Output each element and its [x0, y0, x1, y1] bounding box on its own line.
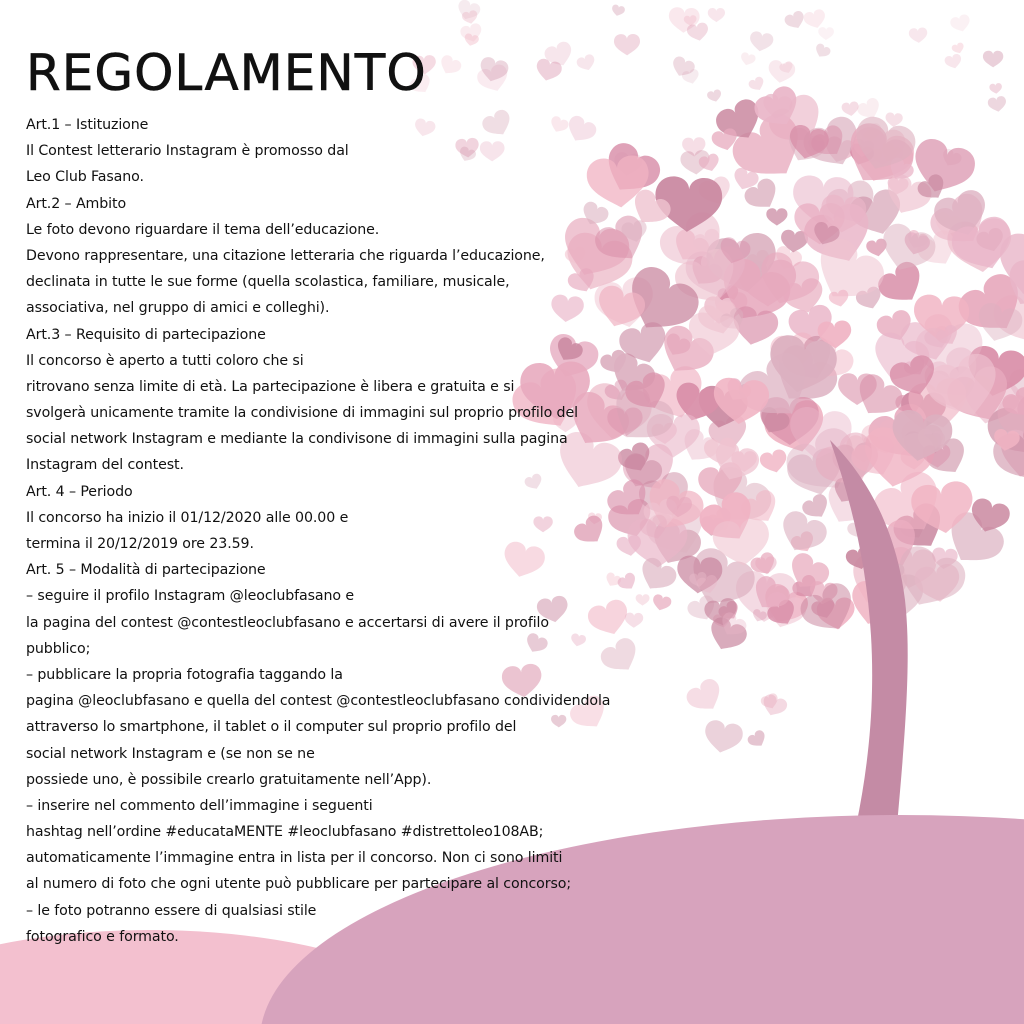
- heart-shape: [739, 51, 756, 67]
- document-line: Le foto devono riguardare il tema dell’educazione.: [26, 221, 380, 238]
- heart-shape: [748, 30, 774, 53]
- heart-shape: [989, 83, 1003, 95]
- document-line: Devono rappresentare, una citazione letteraria che riguarda l’educazione,: [26, 247, 545, 264]
- heart-shape: [758, 448, 789, 476]
- document-line: Art. 4 – Periodo: [26, 483, 133, 500]
- heart-shape: [885, 112, 903, 128]
- document-line: Il concorso ha inizio il 01/12/2020 alle 00.00 e: [26, 509, 349, 526]
- heart-shape: [818, 27, 834, 40]
- document-line: automaticamente l’immagine entra in lista per il concorso. Non ci sono limiti: [26, 850, 563, 867]
- document-line: Il concorso è aperto a tutti coloro che si: [26, 352, 304, 369]
- document-line: attraverso lo smartphone, il tablet o il computer sul proprio profilo del: [26, 719, 517, 736]
- document-line: pubblico;: [26, 640, 91, 657]
- heart-shape: [708, 8, 725, 22]
- document-line: termina il 20/12/2019 ore 23.59.: [26, 536, 254, 552]
- heart-shape: [987, 95, 1008, 113]
- heart-shape: [983, 51, 1003, 68]
- document-line: social network Instagram e mediante la condivisone di immagini sulla pagina: [26, 431, 568, 448]
- document-line: svolgerà unicamente tramite la condivisione di immagini sul proprio profilo del: [26, 405, 578, 422]
- document-line: Il Contest letterario Instagram è promosso dal: [26, 143, 349, 160]
- heart-shape: [746, 728, 769, 750]
- heart-shape: [908, 27, 928, 44]
- heart-shape: [706, 89, 723, 104]
- document-line: Art.1 – Istituzione: [26, 117, 149, 133]
- document-line: Art. 5 – Modalità di partecipazione: [26, 562, 266, 579]
- document-line: hashtag nell’ordine #educataMENTE #leoclubfasano #distrettoleo108AB;: [26, 824, 544, 841]
- heart-shape: [841, 101, 860, 117]
- document-line: Art.2 – Ambito: [26, 195, 127, 212]
- document-line: Art.3 – Requisito di partecipazione: [26, 326, 266, 343]
- document-line: social network Instagram e (se non se ne: [26, 745, 315, 762]
- document-line: associativa, nel gruppo di amici e colleghi).: [26, 300, 330, 317]
- document-line: ritrovano senza limite di età. La partecipazione è libera e gratuita e si: [26, 378, 515, 395]
- heart-shape: [783, 9, 807, 32]
- document-title: REGOLAMENTO: [26, 44, 427, 102]
- heart-shape: [610, 4, 625, 17]
- document-line: declinata in tutte le sue forme (quella scolastica, familiare, musicale,: [26, 274, 510, 291]
- document-line: – pubblicare la propria fotografia taggando la: [26, 666, 343, 683]
- document-line: – inserire nel commento dell’immagine i seguenti: [26, 797, 373, 814]
- document-line: Leo Club Fasano.: [26, 169, 144, 186]
- document-line: possiede uno, è possibile crearlo gratuitamente nell’App).: [26, 771, 432, 788]
- heart-shape: [683, 675, 728, 718]
- regolamento-document: [26, 36, 666, 950]
- document-line: – seguire il profilo Instagram @leoclubfasano e: [26, 588, 355, 605]
- heart-shape: [747, 75, 766, 93]
- heart-shape: [766, 208, 787, 225]
- document-line: al numero di foto che ogni utente può pubblicare per partecipare al concorso;: [26, 876, 572, 893]
- document-line: Instagram del contest.: [26, 457, 184, 474]
- document-line: la pagina del contest @contestleoclubfasano e accertarsi di avere il profilo: [26, 614, 549, 631]
- heart-shape: [944, 53, 964, 71]
- document-body: [26, 112, 666, 950]
- heart-shape: [701, 719, 744, 757]
- heart-shape: [759, 692, 789, 719]
- heart-shape: [949, 13, 972, 34]
- document-line: – le foto potranno essere di qualsiasi stile: [26, 902, 317, 919]
- document-line: pagina @leoclubfasano e quella del contest @contestleoclubfasano condividendola: [26, 693, 611, 710]
- document-line: fotografico e formato.: [26, 928, 179, 945]
- heart-shape: [951, 42, 966, 56]
- heart-shape: [813, 42, 832, 60]
